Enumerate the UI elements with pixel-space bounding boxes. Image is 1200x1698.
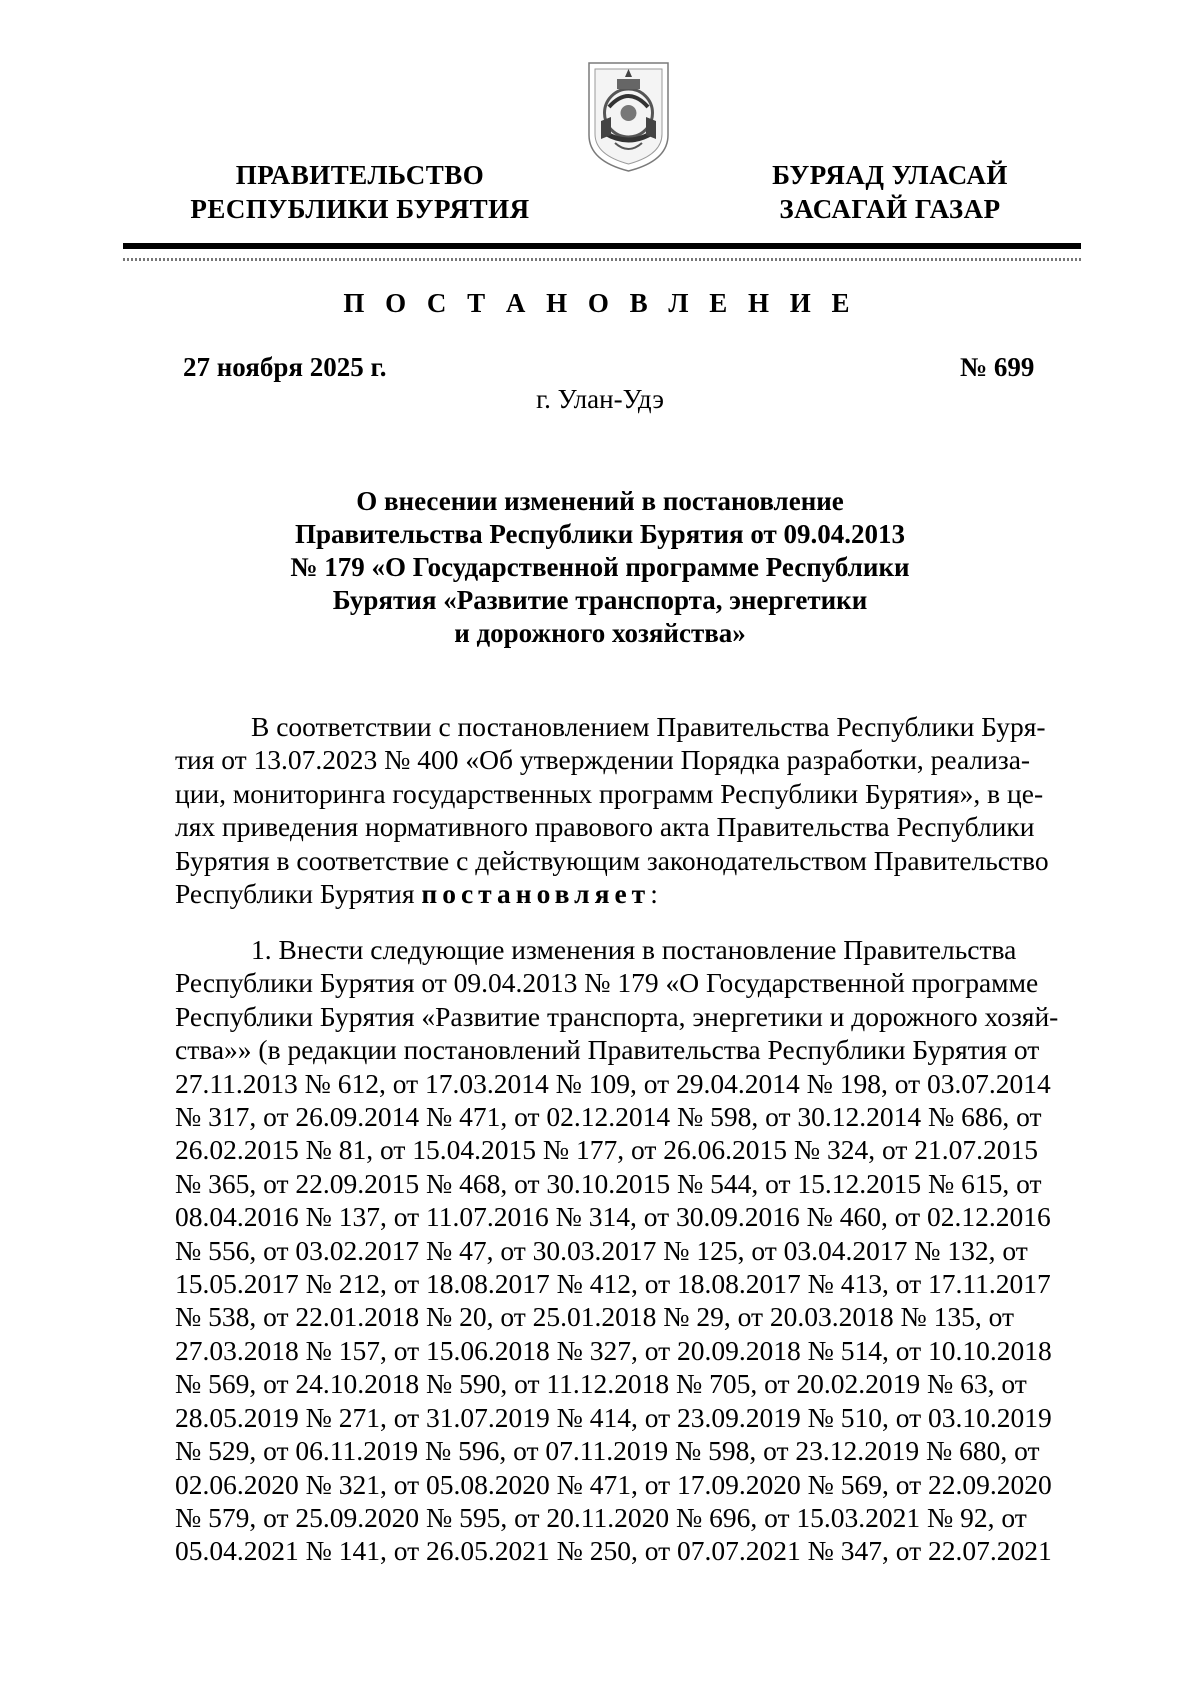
header-right [740,158,1040,226]
paragraph-line: 27.11.2013 № 612, от 17.03.2014 № 109, от 29.04.2014 № 198, от 03.07.2014 [175,1067,1051,1099]
resolution-keyword: постановляет [421,878,651,910]
header-right-line1: БУРЯАД УЛАСАЙ [772,160,1008,190]
paragraph-text: : [650,878,658,910]
paragraph-line: Бурятия в соответствие с действующим законодательством Правительство [175,844,1049,876]
document-city: г. Улан-Удэ [536,384,664,414]
paragraph-line: 27.03.2018 № 157, от 15.06.2018 № 327, от 20.09.2018 № 514, от 10.10.2018 [175,1334,1052,1366]
paragraph-line: № 579, от 25.09.2020 № 595, от 20.11.2020 № 696, от 15.03.2021 № 92, от [175,1501,1027,1533]
paragraph-line: Республики Бурятия от 09.04.2013 № 179 «О Государственной программе [175,967,1039,999]
paragraph-line: № 529, от 06.11.2019 № 596, от 07.11.2019 № 598, от 23.12.2019 № 680, от [175,1435,1040,1467]
paragraph-line: № 538, от 22.01.2018 № 20, от 25.01.2018 № 29, от 20.03.2018 № 135, от [175,1301,1015,1333]
paragraph-line: № 556, от 03.02.2017 № 47, от 30.03.2017 № 125, от 03.04.2017 № 132, от [175,1234,1028,1266]
paragraph-line: 15.05.2017 № 212, от 18.08.2017 № 412, от 18.08.2017 № 413, от 17.11.2017 [175,1268,1051,1300]
header-divider-thick [123,243,1081,249]
document-number: № 699 [960,352,1035,382]
header-right-line2: ЗАСАГАЙ ГАЗАР [779,194,1001,224]
paragraph-line [175,877,1080,910]
paragraph-line: 08.04.2016 № 137, от 11.07.2016 № 314, от 30.09.2016 № 460, от 02.12.2016 [175,1201,1051,1233]
header-divider-thin [123,258,1081,261]
paragraph-line: № 569, от 24.10.2018 № 590, от 11.12.2018 № 705, от 20.02.2019 № 63, от [175,1368,1027,1400]
clause-1-paragraph [175,933,1080,1568]
paragraph-line: № 365, от 22.09.2015 № 468, от 30.10.2015 № 544, от 15.12.2015 № 615, от [175,1167,1042,1199]
document-title [260,485,940,650]
title-line: № 179 «О Государственной программе Республики [290,552,910,582]
paragraph-line: № 317, от 26.09.2014 № 471, от 02.12.2014 № 598, от 30.12.2014 № 686, от [175,1101,1042,1133]
document-type: П О С Т А Н О В Л Е Н И Е [343,288,857,318]
paragraph-line: 26.02.2015 № 81, от 15.04.2015 № 177, от 26.06.2015 № 324, от 21.07.2015 [175,1134,1039,1166]
paragraph-line: ства»» (в редакции постановлений Правительства Республики Бурятия от [175,1034,1040,1066]
paragraph-line: Республики Бурятия «Развитие транспорта, энергетики и дорожного хозяй- [175,1000,1059,1032]
paragraph-line: 1. Внести следующие изменения в постановление Правительства [251,934,1017,965]
paragraph-line: тия от 13.07.2023 № 400 «Об утверждении Порядка разработки, реализа- [175,744,1031,776]
paragraph-line: 28.05.2019 № 271, от 31.07.2019 № 414, от 23.09.2019 № 510, от 03.10.2019 [175,1401,1052,1433]
paragraph-line: 05.04.2021 № 141, от 26.05.2021 № 250, от 07.07.2021 № 347, от 22.07.2021 [175,1535,1052,1567]
paragraph-line: В соответствии с постановлением Правительства Республики Буря- [251,711,1046,742]
paragraph-line: лях приведения нормативного правового акта Правительства Республики [175,811,1035,843]
document-date: 27 ноября 2025 г. [183,352,387,382]
title-line: Бурятия «Развитие транспорта, энергетики [332,585,868,615]
coat-of-arms-icon [581,55,676,175]
paragraph-line: 02.06.2020 № 321, от 05.08.2020 № 471, от 17.09.2020 № 569, от 22.09.2020 [175,1468,1052,1500]
preamble-paragraph [175,710,1080,910]
paragraph-text: Республики Бурятия [175,878,422,910]
title-line: и дорожного хозяйства» [454,618,746,648]
header-left-line1: ПРАВИТЕЛЬСТВО [235,160,485,190]
header-left-line2: РЕСПУБЛИКИ БУРЯТИЯ [190,194,530,224]
title-line: О внесении изменений в постановление [356,486,844,516]
title-line: Правительства Республики Бурятия от 09.04.2013 [294,519,906,549]
header-left [160,158,560,226]
paragraph-line: ции, мониторинга государственных программ Республики Бурятия», в це- [175,777,1044,809]
